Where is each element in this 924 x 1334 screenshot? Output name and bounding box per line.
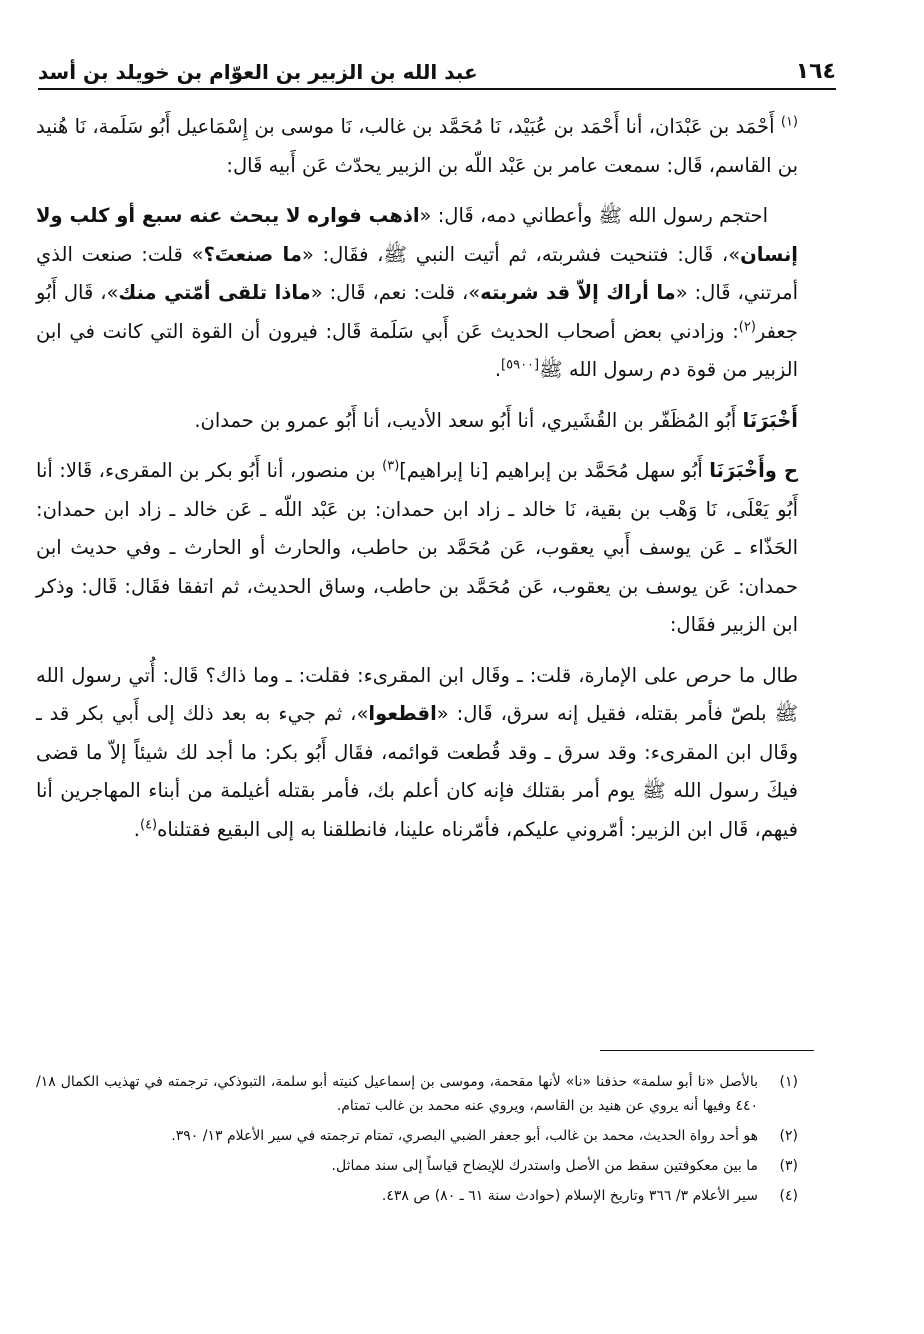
akhbarana-lead: أَخْبَرَنَا — [742, 408, 798, 432]
paragraph-text: أَحْمَد بن عَبْدَان، أنا أَحْمَد بن عُبَيْد، نَا مُحَمَّد بن غالب، نَا موسى بن إِسْمَاعيل أَبُو سَلَمة، نَا هُنيد بن القاسم، قَال: سمعت عامر بن عَبْد اللّه بن الزبير يحدّث عَن أَبيه قَال: — [36, 115, 798, 177]
page-number: ١٦٤ — [795, 59, 836, 84]
prophetic-saying: ما أراك إلاّ قد شربته — [480, 281, 676, 304]
footnotes — [36, 1070, 798, 1214]
footnote-ref-2: (٢) — [738, 319, 756, 334]
footnote-item — [36, 1070, 798, 1118]
text-run: : وزادني بعض أصحاب الحديث عَن أَبي سَلَمة قَال: فيرون أن القوة التي كانت في ابن الزبير من قوة دم رسول الله ﷺ — [36, 319, 798, 381]
footnote-marker: (٤) — [779, 1188, 798, 1204]
text-run: . — [133, 817, 140, 841]
text-run: طال ما حرص على الإمارة، قلت: ـ وقَال ابن المقرىء: فقلت: ـ وما ذاك؟ قَال: أُتي رسول الله ﷺ بلصّ فأمر بقتله، فقيل إنه سرق، قَال: « — [36, 663, 798, 725]
text-run: احتجم رسول الله ﷺ وأعطاني دمه، قَال: « — [419, 204, 768, 227]
hadith-number: [٥٩٠٠] — [501, 357, 540, 373]
running-head-title: عبد الله بن الزبير بن العوّام بن خويلد بن أسد — [38, 60, 478, 84]
footnote-ref-1: (١) — [780, 114, 798, 130]
footnote-item — [36, 1184, 798, 1208]
footnote-text: هو أحد رواة الحديث، محمد بن غالب، أبو جعفر الضبي البصري، تمتام ترجمته في سير الأعلام ١٣/ ٣٩٠. — [171, 1128, 758, 1144]
paragraph-hadith-2 — [36, 657, 798, 850]
prophetic-saying: اذهب فواره لا يبحث عنه سبع أو كلب ولا إنسان — [36, 204, 798, 266]
footnote-text: سير الأعلام ٣/ ٣٦٦ وتاريخ الإسلام (حوادث سنة ٦١ ـ ٨٠) ص ٤٣٨. — [381, 1188, 758, 1204]
footnote-ref-4: (٤) — [139, 817, 158, 832]
paragraph-text: أَبُو المُظَفّر بن القُشَيري، أنا أَبُو سعد الأديب، أنا أَبُو عمرو بن حمدان. — [194, 408, 737, 432]
footnote-text: ما بين معكوفتين سقط من الأصل واستدرك للإيضاح قياساً إلى سند مماثل. — [331, 1158, 758, 1174]
paragraph-isnad-1 — [36, 108, 798, 185]
running-head — [38, 40, 836, 84]
footnote-text: بالأصل «نا أبو سلمة» حذفنا «نا» لأنها مقحمة، وموسى بن إسماعيل كنيته أبو سلمة، التبوذكي، ترجمته في تهذيب الكمال ١٨/ ٤٤٠ وفيها أنه يروي عن هنيد بن القاسم، ويروي عنه محمد بن غالب تمتام. — [36, 1074, 758, 1114]
text-run: » قلت: صنعت الذي أمرتني، قَال: « — [36, 242, 798, 304]
text-run: »، ثم جيء به بعد ذلك إلى أَبي بكر قد ـ وقَال ابن المقرىء: وقد سرق ـ وقد قُطعت قوائمه، فقَال أَبُو بكر: ما أجد لك شيئاً إلاّ ما قضى فيكَ رسول الله ﷺ يوم أمر بقتلك فإنه كان أعلم بك، فأمر بقتله أغيلمة من أبناء المهاجرين أنا فيهم، قَال ابن الزبير: أمّروني عليكم، فأمّرناه علينا، فانطلقنا به إلى البقيع فقتلناه — [36, 702, 798, 841]
footnote-marker: (٢) — [779, 1128, 798, 1144]
paragraph-isnad-3 — [36, 452, 798, 645]
text-run: »، قَال أَبُو جعفر — [36, 281, 798, 343]
footnote-rule — [600, 1050, 814, 1051]
footnote-marker: (١) — [779, 1074, 798, 1090]
prophetic-saying: ما صنعتَ؟ — [203, 242, 302, 266]
akhbarana-lead: ح وأَخْبَرَنَا — [709, 459, 798, 482]
footnote-marker: (٣) — [779, 1158, 798, 1174]
text-run: »، قلت: نعم، قَال: « — [310, 281, 481, 304]
header-rule — [38, 88, 836, 90]
main-text — [36, 108, 798, 849]
prophetic-saying: ماذا تلقى أمّتي منك — [118, 281, 311, 304]
paragraph-hadith-1 — [36, 197, 798, 390]
footnote-ref-3: (٣) — [382, 458, 400, 474]
paragraph-isnad-2 — [36, 402, 798, 441]
text-run: . — [494, 358, 502, 381]
footnote-item — [36, 1154, 798, 1178]
footnote-item — [36, 1124, 798, 1148]
text-run: بن منصور، أنا أَبُو بكر بن المقرىء، قَالا: أنا أَبُو يَعْلَى، نَا وَهْب بن بقية، نَا خالد ـ زاد ابن حمدان: بن عَبْد اللّه ـ عَن خالد ـ زاد ابن حمدان: الحَذّاء ـ عَن يوسف أَبي يعقوب، عَن مُحَمَّد بن حاطب، والحارث أو الحارث ـ وفي حديث ابن حمدان: عَن يوسف بن يعقوب، عَن مُحَمَّد بن حاطب، وساق الحديث، ثم اتفقا فقَال: قَال: وذكر ابن الزبير فقَال: — [36, 459, 798, 636]
text-run: »، قَال: فتنحيت فشربته، ثم أتيت النبي ﷺ، فقَال: « — [301, 242, 741, 266]
text-run: أَبُو سهل مُحَمَّد بن إبراهيم [نا إبراهيم] — [399, 459, 703, 482]
prophetic-saying: اقطعوا — [368, 702, 437, 725]
